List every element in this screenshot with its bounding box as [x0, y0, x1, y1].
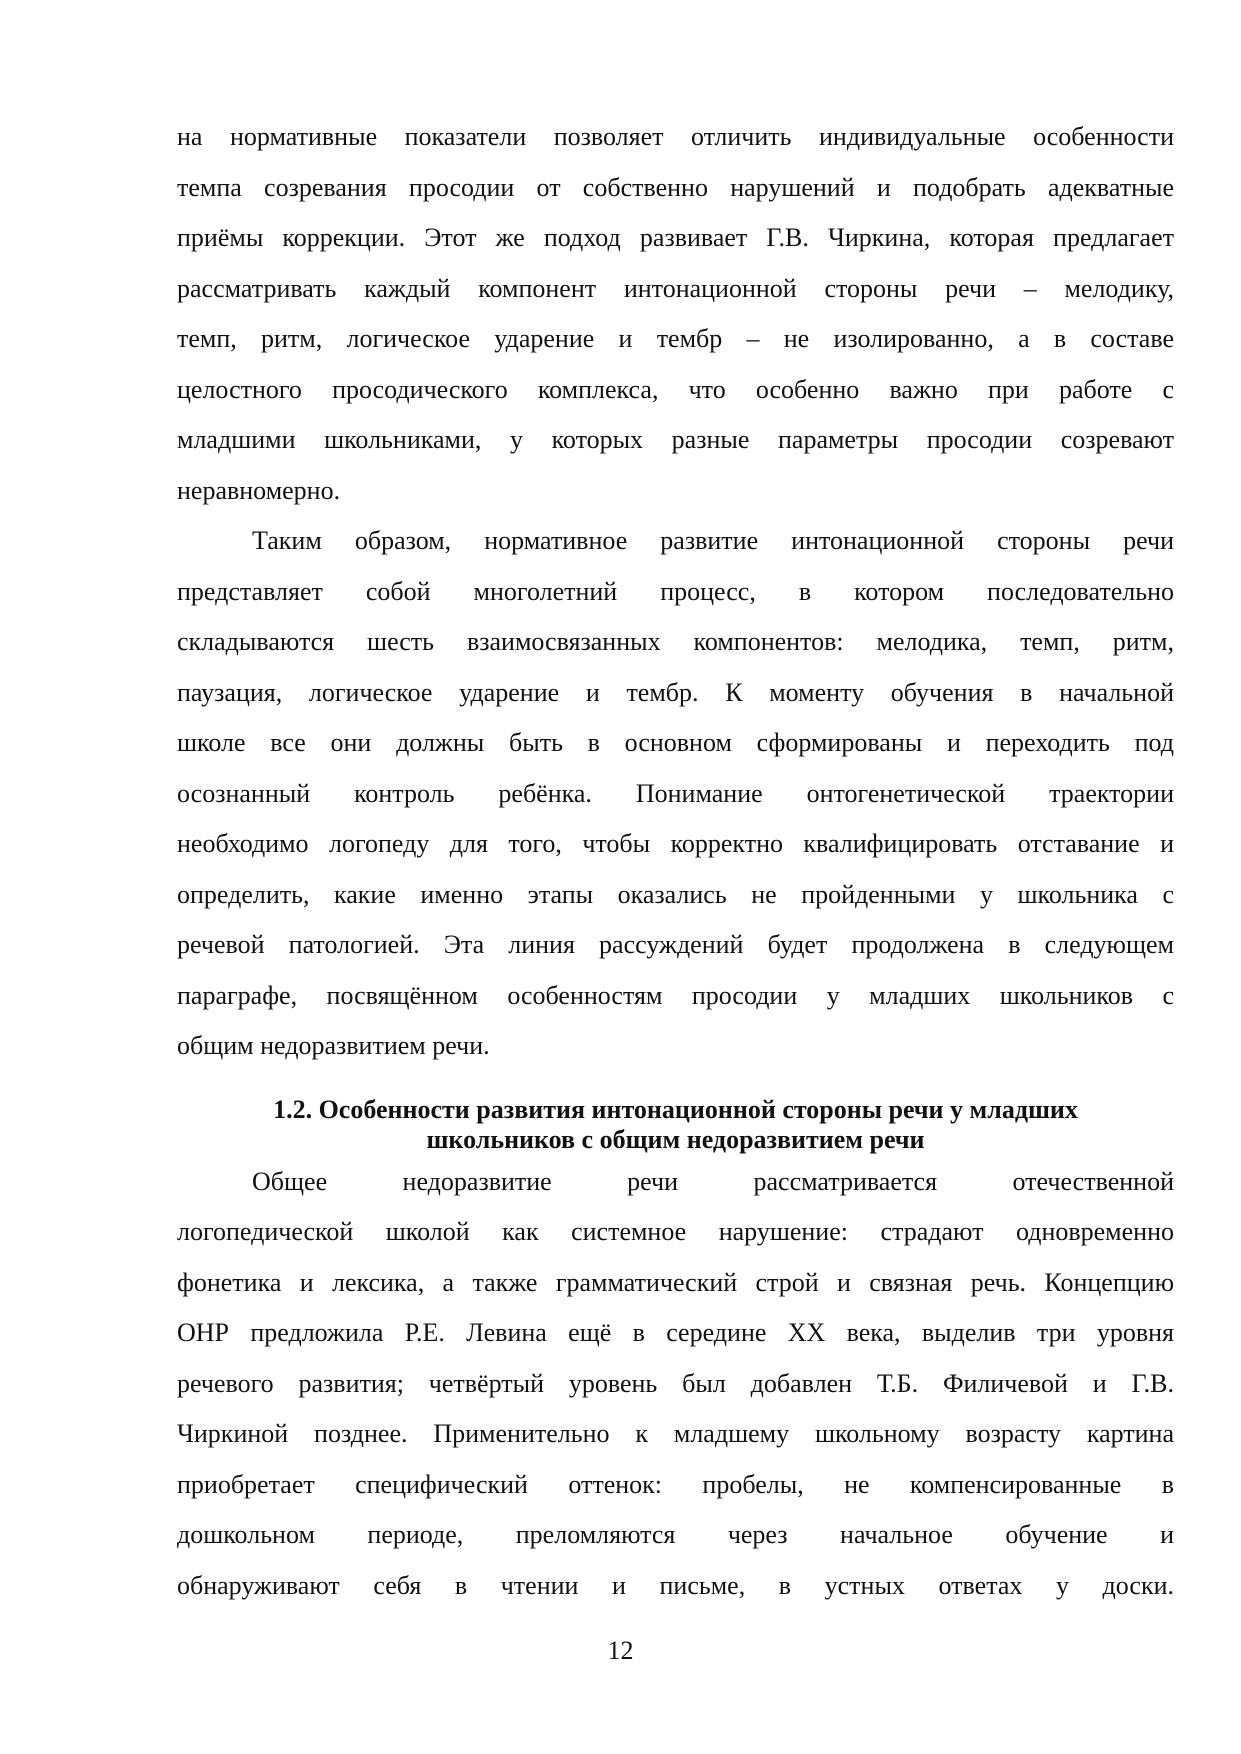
text-line: необходимо логопеду для того, чтобы корректно квалифицировать отставание и	[177, 829, 1174, 858]
page-number: 12	[607, 1636, 634, 1665]
text-line: ОНР предложила Р.Е. Левина ещё в середине XX века, выделив три уровня	[177, 1318, 1174, 1347]
section-heading	[177, 1095, 1174, 1155]
text-line: осознанный контроль ребёнка. Понимание онтогенетической траектории	[177, 778, 1174, 808]
text-line: складываются шесть взаимосвязанных компонентов: мелодика, темп, ритм,	[177, 627, 1174, 656]
text-line: представляет собой многолетний процесс, в котором последовательно	[177, 576, 1174, 606]
text-line: школе все они должны быть в основном сформированы и переходить под	[177, 728, 1174, 757]
text-line: темп, ритм, логическое ударение и тембр – не изолированно, а в составе	[177, 324, 1174, 353]
text-line: речевой патологией. Эта линия рассуждений будет продолжена в следующем	[177, 930, 1174, 959]
paragraph-summary	[177, 516, 1174, 1072]
text-line: неравномерно.	[177, 475, 341, 505]
text-line: фонетика и лексика, а также грамматический строй и связная речь. Концепцию	[177, 1267, 1174, 1297]
text-line: темпа созревания просодии от собственно нарушений и подобрать адекватные	[177, 172, 1174, 202]
text-line: определить, какие именно этапы оказались не пройденными у школьника с	[177, 879, 1174, 909]
section-heading-line: 1.2. Особенности развития интонационной стороны речи у младших	[273, 1094, 1078, 1124]
text-line: целостного просодического комплекса, что особенно важно при работе с	[177, 374, 1174, 404]
text-line: речевого развития; четвёртый уровень был добавлен Т.Б. Филичевой и Г.В.	[177, 1368, 1174, 1398]
text-line: младшими школьниками, у которых разные параметры просодии созревают	[177, 425, 1174, 454]
text-line: общим недоразвитием речи.	[177, 1031, 490, 1060]
section-heading-line: школьников с общим недоразвитием речи	[426, 1124, 925, 1154]
paragraph-onr	[177, 1157, 1174, 1612]
text-line: рассматривать каждый компонент интонационной стороны речи – мелодику,	[177, 273, 1174, 303]
text-line: приёмы коррекции. Этот же подход развивает Г.В. Чиркина, которая предлагает	[177, 223, 1174, 252]
text-line: приобретает специфический оттенок: пробелы, не компенсированные в	[177, 1469, 1174, 1499]
text-line: паузация, логическое ударение и тембр. К моменту обучения в начальной	[177, 677, 1174, 707]
text-line: обнаруживают себя в чтении и письме, в устных ответах у доски.	[177, 1570, 1174, 1600]
text-line: параграфе, посвящённом особенностям просодии у младших школьников с	[177, 980, 1174, 1010]
text-line: Чиркиной позднее. Применительно к младшему школьному возрасту картина	[177, 1419, 1174, 1448]
text-line: логопедической школой как системное нарушение: страдают одновременно	[177, 1217, 1174, 1246]
text-line: Общее недоразвитие речи рассматривается отечественной	[252, 1166, 1174, 1196]
paragraph-continuation	[177, 112, 1174, 516]
text-line: Таким образом, нормативное развитие интонационной стороны речи	[252, 526, 1174, 555]
page-body	[177, 112, 1174, 1611]
text-line: на нормативные показатели позволяет отличить индивидуальные особенности	[177, 122, 1174, 151]
text-line: дошкольном периоде, преломляются через начальное обучение и	[177, 1520, 1174, 1549]
